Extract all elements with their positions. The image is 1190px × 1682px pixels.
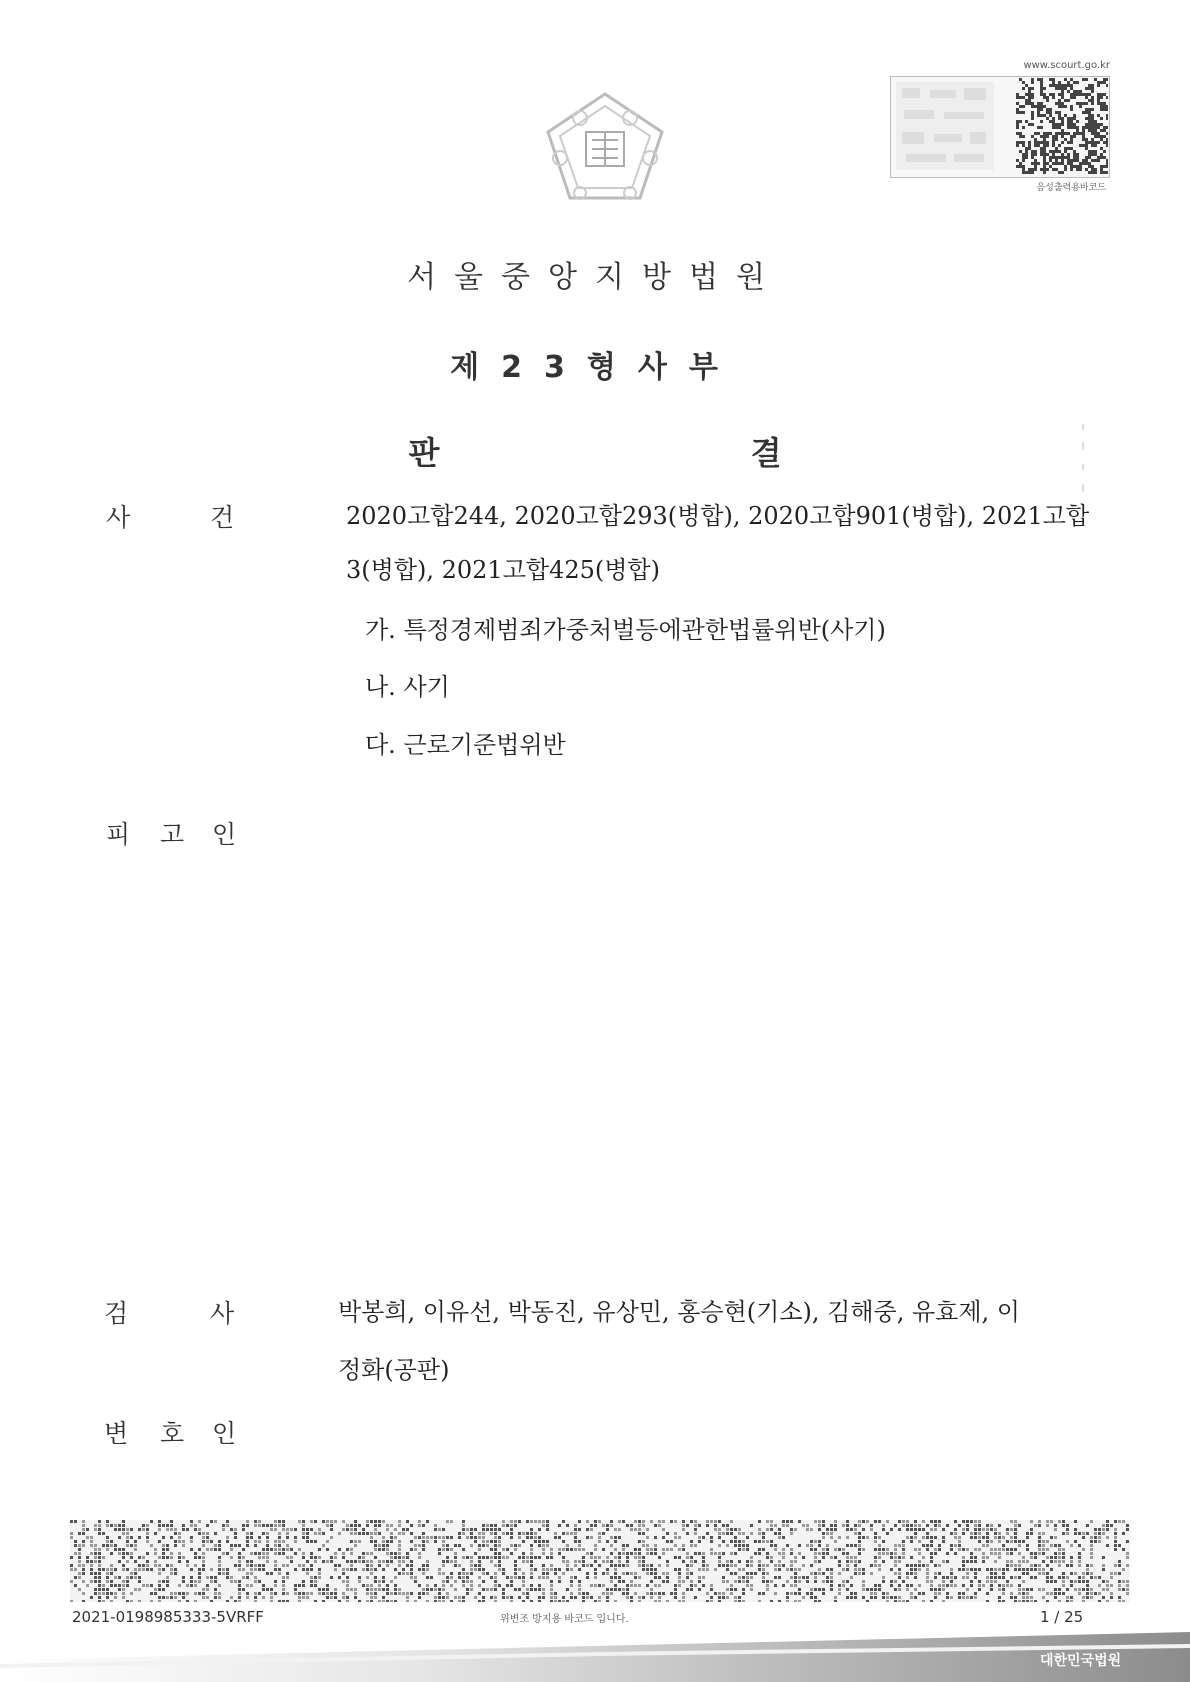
court-seal-emblem (540, 88, 670, 206)
prosecutor-label-char-1: 검 (104, 1299, 129, 1328)
scan-edge-marks (1080, 420, 1086, 500)
prosecutor-names-line-1: 박봉희, 이유선, 박동진, 유상민, 홍승현(기소), 김해중, 유효제, 이 (338, 1298, 1020, 1326)
prosecutor-names-line-2: 정화(공판) (338, 1356, 450, 1384)
division-name: 제23형사부 (450, 350, 740, 385)
counsel-label-char-2: 호 (160, 1419, 185, 1448)
defendant-label-char-3: 인 (212, 820, 237, 849)
counsel-label-char-1: 변 (104, 1419, 129, 1448)
charge-item-3: 다. 근로기준법위반 (365, 731, 566, 759)
defendant-label-char-2: 고 (160, 820, 185, 849)
prosecutor-label-char-2: 사 (210, 1299, 235, 1328)
anti-forgery-caption: 위변조 방지용 바코드 입니다. (500, 1614, 629, 1625)
counsel-label-char-3: 인 (212, 1419, 237, 1448)
case-label-char-1: 사 (106, 503, 131, 532)
faded-watermark (890, 76, 1000, 176)
page-number: 1 / 25 (1040, 1608, 1084, 1626)
court-name: 서울중앙지방법원 (407, 260, 783, 295)
case-label-char-2: 건 (210, 503, 235, 532)
footer-organization: 대한민국법원 (1040, 1653, 1122, 1669)
document-number: 2021-0198985333-5VRFF (72, 1608, 264, 1626)
footer-band (0, 1630, 1190, 1682)
barcode-caption: 음성출력용바코드 (1036, 183, 1106, 193)
charge-item-2: 나. 사기 (365, 673, 450, 701)
defendant-label-char-1: 피 (106, 820, 131, 849)
qr-code-pattern (1016, 78, 1108, 174)
case-numbers-line-2: 3(병합), 2021고합425(병합) (346, 556, 660, 584)
anti-forgery-barcode (70, 1520, 1130, 1602)
document-type-title: 판 결 (408, 434, 932, 472)
charge-item-1: 가. 특정경제범죄가중처벌등에관한법률위반(사기) (365, 616, 886, 644)
case-numbers-line-1: 2020고합244, 2020고합293(병합), 2020고합901(병합), 2021고합 (346, 502, 1090, 530)
court-url: www.scourt.go.kr (1023, 60, 1110, 71)
audio-barcode-area (890, 60, 1110, 193)
